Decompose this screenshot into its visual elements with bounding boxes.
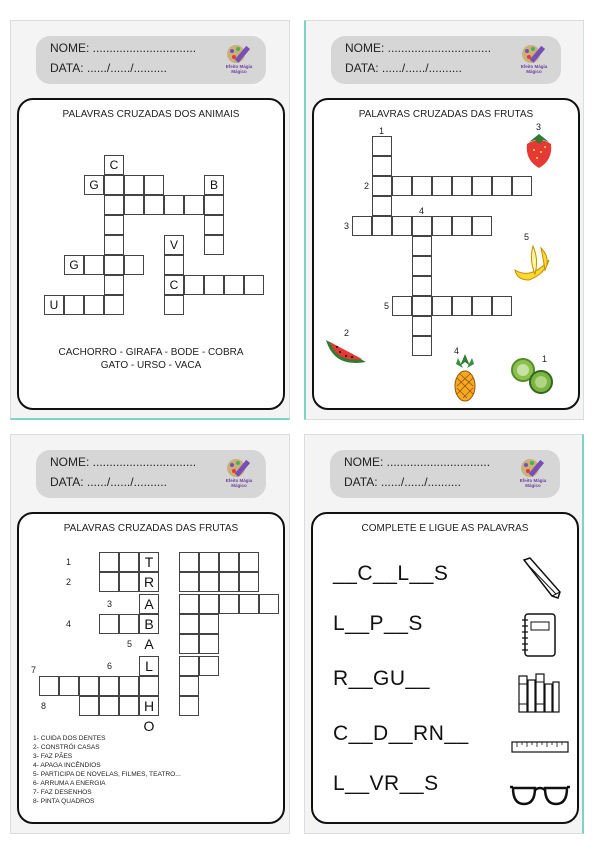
- clue-item: 4- APAGA INCÊNDIOS: [33, 762, 101, 769]
- grid-cell[interactable]: [412, 276, 432, 296]
- pencil-logo-icon: [517, 42, 551, 66]
- crossword-professions-box: [17, 512, 285, 824]
- grid-cell[interactable]: [452, 176, 472, 196]
- grid-cell[interactable]: [224, 275, 244, 295]
- clue-number: 2: [364, 181, 370, 191]
- grid-cell[interactable]: [179, 614, 199, 634]
- clue-item: 2- CONSTRÓI CASAS: [33, 744, 100, 751]
- crossword-title: PALAVRAS CRUZADAS DAS FRUTAS: [63, 523, 239, 534]
- grid-cell[interactable]: [472, 216, 492, 236]
- answer-letter: L: [145, 658, 153, 674]
- grid-cell[interactable]: [392, 176, 412, 196]
- grid-cell[interactable]: [124, 175, 144, 195]
- crossword-animals-box: [17, 98, 285, 410]
- grid-cell[interactable]: [204, 235, 224, 255]
- grid-cell[interactable]: [99, 572, 119, 592]
- grid-cell[interactable]: [239, 552, 259, 572]
- answer-cell: [159, 552, 179, 572]
- grid-cell[interactable]: [372, 176, 392, 196]
- clue-number: 4: [66, 619, 72, 629]
- clue-number: 5: [384, 301, 390, 311]
- answer-letter: A: [144, 636, 154, 652]
- grid-cell[interactable]: [184, 195, 204, 215]
- grid-cell[interactable]: [104, 255, 124, 275]
- watermelon-number: 2: [344, 328, 350, 338]
- grid-cell[interactable]: [164, 195, 184, 215]
- banana-number: 5: [524, 232, 530, 242]
- clue-item: 8- PINTA QUADROS: [33, 798, 95, 805]
- grid-cell[interactable]: [199, 572, 219, 592]
- answer-letter: R: [143, 574, 155, 590]
- grid-letter: C: [109, 158, 119, 172]
- word-bank-line: CACHORRO - GIRAFA - BODE - COBRA: [58, 347, 244, 358]
- answer-cell: [159, 696, 179, 716]
- pencil-logo-icon: [222, 456, 256, 480]
- grid-cell[interactable]: [452, 216, 472, 236]
- grid-cell[interactable]: [99, 676, 119, 696]
- grid-letter: V: [169, 238, 178, 252]
- grid-cell[interactable]: [104, 295, 124, 315]
- clue-number: 3: [344, 221, 350, 231]
- grid-cell[interactable]: [79, 676, 99, 696]
- clue-number: 4: [419, 206, 425, 216]
- grid-cell[interactable]: [179, 572, 199, 592]
- clue-number: 6: [107, 661, 113, 671]
- grid-cell[interactable]: [244, 275, 264, 295]
- answer-cell: [159, 572, 179, 592]
- grid-cell[interactable]: [472, 176, 492, 196]
- grid-cell[interactable]: [204, 195, 224, 215]
- grid-cell[interactable]: [119, 572, 139, 592]
- worksheet-animals: [10, 20, 290, 420]
- lime-icon: [509, 356, 557, 396]
- grid-cell[interactable]: [412, 296, 432, 316]
- grid-cell[interactable]: [432, 176, 452, 196]
- glasses-icon: [509, 782, 571, 808]
- grid-cell[interactable]: [412, 316, 432, 336]
- clue-number: 1: [66, 557, 72, 567]
- grid-cell[interactable]: [139, 676, 159, 696]
- pencil-logo-icon: [222, 42, 256, 66]
- grid-cell[interactable]: [452, 296, 472, 316]
- crossword-title: PALAVRAS CRUZADAS DAS FRUTAS: [358, 109, 534, 120]
- grid-cell[interactable]: [412, 336, 432, 356]
- logo-text: Efeito Mágia Mágico: [225, 64, 253, 74]
- grid-cell[interactable]: [99, 552, 119, 572]
- clue-item: 6- ARRUMA A ENERGIA: [33, 780, 106, 787]
- grid-cell[interactable]: [432, 296, 452, 316]
- clue-item: 7- FAZ DESENHOS: [33, 789, 92, 796]
- lime-number: 1: [542, 354, 548, 364]
- grid-cell[interactable]: [412, 216, 432, 236]
- grid-cell[interactable]: [219, 552, 239, 572]
- logo-text: Efeito Mágia Mágico: [520, 64, 548, 74]
- grid-cell[interactable]: [99, 696, 119, 716]
- grid-cell[interactable]: [99, 614, 119, 634]
- grid-cell[interactable]: [372, 196, 392, 216]
- logo-text: Efeito Mágia Mágico: [519, 478, 547, 488]
- date-line: DATA: ....../....../..........: [345, 61, 462, 75]
- grid-cell[interactable]: [179, 696, 199, 716]
- ruler-icon: [511, 740, 569, 754]
- date-line: DATA: ....../....../..........: [50, 475, 167, 489]
- grid-cell[interactable]: [372, 156, 392, 176]
- worksheet-fruits: [304, 20, 584, 420]
- grid-cell[interactable]: [79, 696, 99, 716]
- answer-cell: [159, 594, 179, 614]
- answer-letter: A: [144, 596, 154, 612]
- grid-cell[interactable]: [119, 676, 139, 696]
- strawberry-icon: [519, 130, 559, 170]
- name-line: NOME: ...............................: [344, 455, 491, 469]
- clue-number: 7: [31, 665, 37, 675]
- crossword-title: PALAVRAS CRUZADAS DOS ANIMAIS: [62, 109, 240, 120]
- grid-cell[interactable]: [104, 275, 124, 295]
- brand-logo: [222, 456, 256, 492]
- grid-cell[interactable]: [179, 676, 199, 696]
- grid-cell[interactable]: [199, 634, 219, 654]
- grid-cell[interactable]: [64, 295, 84, 315]
- crossword-fruits-box: [312, 98, 580, 410]
- clue-number: 3: [107, 599, 113, 609]
- answer-letter: O: [143, 718, 155, 734]
- grid-cell[interactable]: [432, 216, 452, 236]
- grid-letter: C: [169, 278, 179, 292]
- pineapple-number: 4: [454, 346, 460, 356]
- answer-letter: T: [144, 554, 154, 570]
- strawberry-number: 3: [536, 122, 542, 132]
- brand-logo: [517, 42, 551, 78]
- grid-letter: U: [49, 298, 59, 312]
- name-line: NOME: ...............................: [50, 41, 197, 55]
- grid-cell[interactable]: [239, 594, 259, 614]
- watermelon-icon: [324, 334, 370, 370]
- grid-cell[interactable]: [104, 215, 124, 235]
- clue-number: 5: [127, 639, 133, 649]
- grid-cell[interactable]: [492, 176, 512, 196]
- word-puzzle: L__P__S: [333, 612, 423, 635]
- word-bank-line: GATO - URSO - VACA: [100, 360, 202, 371]
- grid-cell[interactable]: [119, 614, 139, 634]
- grid-cell[interactable]: [84, 255, 104, 275]
- grid-cell[interactable]: [492, 296, 512, 316]
- answer-letter: H: [143, 698, 155, 714]
- word-puzzle: C__D__RN__: [333, 722, 469, 745]
- grid-cell[interactable]: [199, 656, 219, 676]
- grid-cell[interactable]: [199, 614, 219, 634]
- grid-cell[interactable]: [239, 572, 259, 592]
- grid-cell[interactable]: [412, 176, 432, 196]
- grid-cell[interactable]: [104, 195, 124, 215]
- grid-cell[interactable]: [104, 175, 124, 195]
- word-bank: [19, 346, 283, 372]
- grid-cell[interactable]: [84, 295, 104, 315]
- grid-cell[interactable]: [392, 216, 412, 236]
- answer-cell: [159, 634, 179, 654]
- logo-text: Efeito Mágia Mágico: [225, 478, 253, 488]
- grid-cell[interactable]: [219, 594, 239, 614]
- answer-letter: B: [144, 616, 154, 632]
- grid-cell[interactable]: [164, 295, 184, 315]
- grid-letter: G: [89, 178, 99, 192]
- pencil-icon: [518, 556, 564, 600]
- grid-cell[interactable]: [164, 255, 184, 275]
- answer-cell: [159, 614, 179, 634]
- name-date-header: [331, 36, 561, 84]
- worksheet-complete-words: [304, 434, 584, 834]
- worksheet-professions: [10, 434, 290, 834]
- grid-cell[interactable]: [144, 175, 164, 195]
- grid-cell[interactable]: [39, 676, 59, 696]
- grid-cell[interactable]: [124, 195, 144, 215]
- grid-cell[interactable]: [124, 255, 144, 275]
- clue-number: 8: [41, 701, 47, 711]
- grid-cell[interactable]: [144, 195, 164, 215]
- word-puzzle: R__GU__: [333, 667, 430, 690]
- date-line: DATA: ....../....../..........: [344, 475, 461, 489]
- clue-number: 2: [66, 577, 72, 587]
- clue-item: 5- PARTICIPA DE NOVELAS, FILMES, TEATRO...: [33, 771, 181, 778]
- grid-cell[interactable]: [372, 136, 392, 156]
- pencil-logo-icon: [516, 456, 550, 480]
- grid-cell[interactable]: [219, 572, 239, 592]
- grid-cell[interactable]: [179, 634, 199, 654]
- date-line: DATA: ....../....../..........: [50, 61, 167, 75]
- clue-item: 1- CUIDA DOS DENTES: [33, 735, 106, 742]
- answer-cell: [159, 656, 179, 676]
- name-date-header: [36, 450, 266, 498]
- notebook-icon: [519, 612, 559, 658]
- brand-logo: [222, 42, 256, 78]
- grid-letter: B: [209, 178, 218, 192]
- grid-cell[interactable]: [59, 676, 79, 696]
- name-date-header: [36, 36, 266, 84]
- grid-cell[interactable]: [179, 594, 199, 614]
- name-line: NOME: ...............................: [50, 455, 197, 469]
- grid-cell[interactable]: [179, 656, 199, 676]
- grid-cell[interactable]: [179, 552, 199, 572]
- brand-logo: [516, 456, 550, 492]
- grid-cell[interactable]: [392, 296, 412, 316]
- pineapple-icon: [450, 352, 480, 404]
- word-puzzle: __C__L__S: [333, 562, 449, 585]
- word-puzzle: L__VR__S: [333, 772, 439, 795]
- grid-cell[interactable]: [104, 235, 124, 255]
- banana-icon: [509, 240, 559, 285]
- grid-cell[interactable]: [472, 296, 492, 316]
- grid-cell[interactable]: [372, 216, 392, 236]
- grid-cell[interactable]: [204, 275, 224, 295]
- grid-cell[interactable]: [119, 552, 139, 572]
- grid-cell[interactable]: [204, 215, 224, 235]
- grid-cell[interactable]: [259, 594, 279, 614]
- answer-cell: [159, 716, 179, 736]
- books-icon: [517, 672, 561, 714]
- grid-cell[interactable]: [412, 256, 432, 276]
- grid-cell[interactable]: [199, 552, 219, 572]
- complete-words-box: [311, 512, 579, 824]
- name-line: NOME: ...............................: [345, 41, 492, 55]
- grid-cell[interactable]: [412, 236, 432, 256]
- clue-item: 3- FAZ PÃES: [33, 753, 73, 760]
- grid-cell[interactable]: [119, 696, 139, 716]
- grid-cell[interactable]: [184, 275, 204, 295]
- grid-cell[interactable]: [352, 216, 372, 236]
- name-date-header: [330, 450, 560, 498]
- grid-letter: G: [69, 258, 79, 272]
- grid-cell[interactable]: [512, 176, 532, 196]
- grid-cell[interactable]: [199, 594, 219, 614]
- clue-number: 1: [379, 126, 385, 136]
- activity-title: COMPLETE E LIGUE AS PALAVRAS: [361, 523, 529, 534]
